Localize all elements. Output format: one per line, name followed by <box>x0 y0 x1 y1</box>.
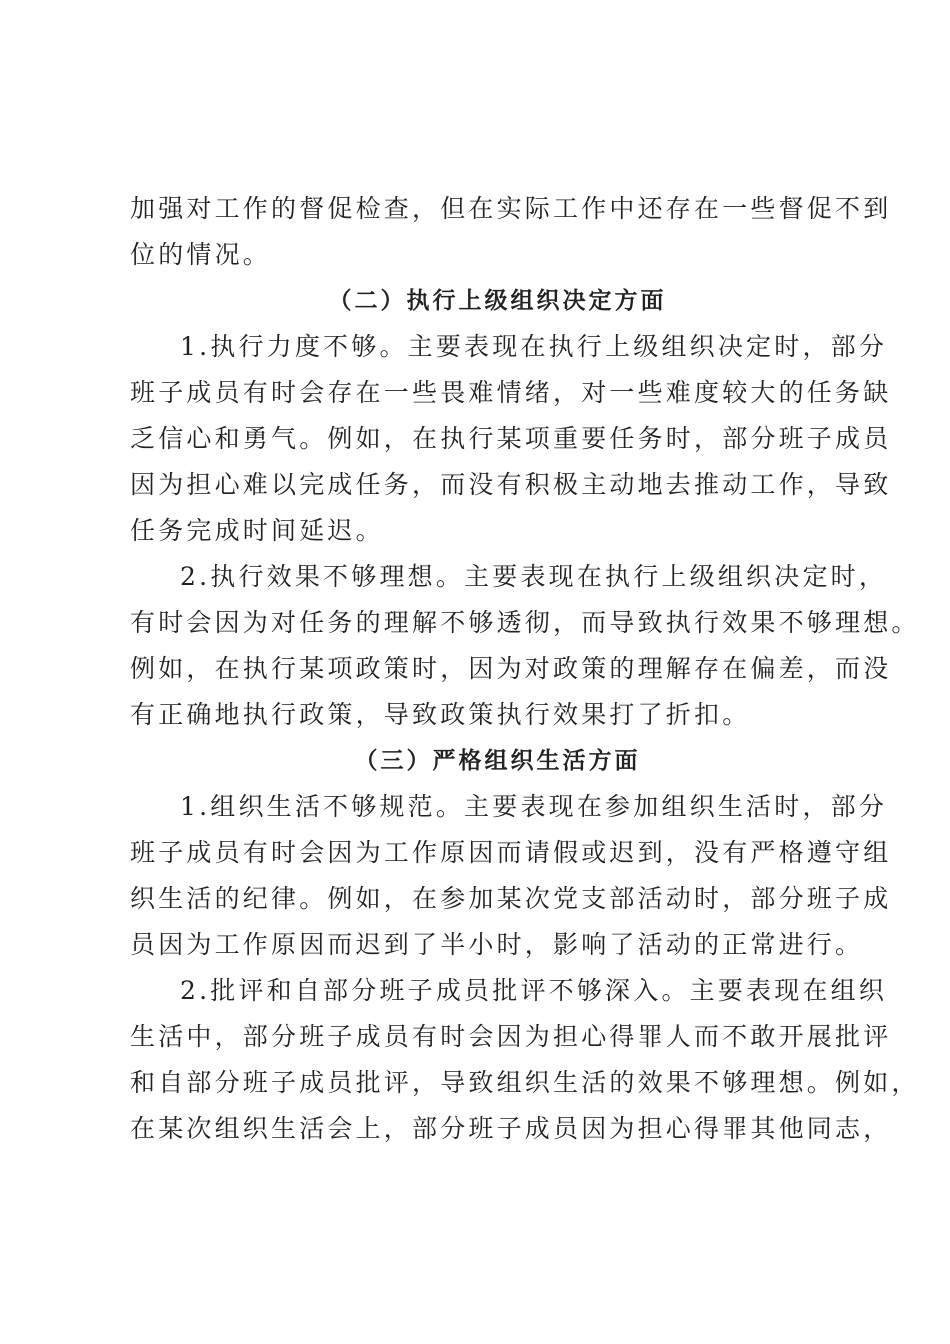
body-line: 因为担心难以完成任务，而没有积极主动地去推动工作，导致 <box>130 470 892 499</box>
paragraph-first-line: 1.执行力度不够。主要表现在执行上级组织决定时，部分 <box>180 332 888 361</box>
section-heading: （二）执行上级组织决定方面 <box>328 287 667 314</box>
section-heading: （三）严格组织生活方面 <box>354 747 641 774</box>
body-line: 有正确地执行政策，导致政策执行效果打了折扣。 <box>130 700 751 729</box>
body-line: 乏信心和勇气。例如，在执行某项重要任务时，部分班子成员 <box>130 424 892 453</box>
paragraph-first-line: 1.组织生活不够规范。主要表现在参加组织生活时，部分 <box>180 792 888 821</box>
paragraph-first-line: 2.执行效果不够理想。主要表现在执行上级组织决定时， <box>180 562 888 591</box>
body-line: 加强对工作的督促检查，但在实际工作中还存在一些督促不到 <box>130 194 892 223</box>
body-line: 在某次组织生活会上，部分班子成员因为担心得罪其他同志， <box>130 1114 892 1143</box>
body-line: 生活中，部分班子成员有时会因为担心得罪人而不敢开展批评 <box>130 1022 892 1051</box>
body-line: 和自部分班子成员批评，导致组织生活的效果不够理想。例如， <box>130 1068 920 1097</box>
paragraph-first-line: 2.批评和自部分班子成员批评不够深入。主要表现在组织 <box>180 976 888 1005</box>
body-line: 班子成员有时会因为工作原因而请假或迟到，没有严格遵守组 <box>130 838 892 867</box>
body-line: 例如，在执行某项政策时，因为对政策的理解存在偏差，而没 <box>130 654 892 683</box>
body-line: 班子成员有时会存在一些畏难情绪，对一些难度较大的任务缺 <box>130 378 892 407</box>
document-body <box>130 186 920 1152</box>
body-line: 有时会因为对任务的理解不够透彻，而导致执行效果不够理想。 <box>130 608 920 637</box>
body-line: 织生活的纪律。例如，在参加某次党支部活动时，部分班子成 <box>130 884 892 913</box>
body-line: 任务完成时间延迟。 <box>130 516 384 545</box>
body-line: 位的情况。 <box>130 240 272 269</box>
body-line: 员因为工作原因而迟到了半小时，影响了活动的正常进行。 <box>130 930 864 959</box>
